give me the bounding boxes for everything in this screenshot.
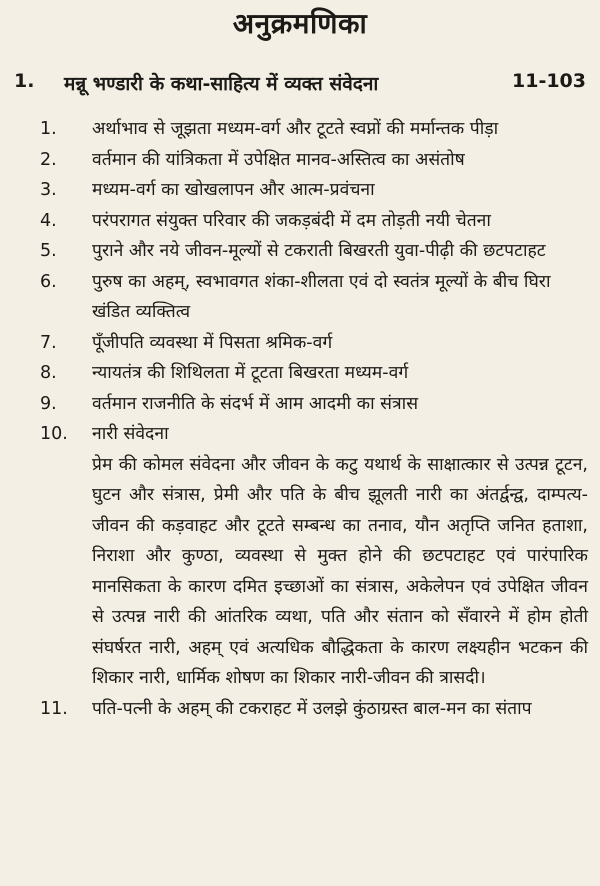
- list-item: [40, 175, 588, 206]
- item-text: नारी संवेदना: [92, 424, 169, 444]
- item-text: मध्यम-वर्ग का खोखलापन और आत्म-प्रवंचना: [92, 180, 375, 200]
- item-number: 7.: [40, 332, 57, 353]
- page-heading: अनुक्रमणिका: [232, 7, 368, 40]
- list-item: [40, 267, 588, 328]
- item-number: 9.: [40, 393, 57, 414]
- list-item: [40, 206, 588, 237]
- item-text: पुरुष का अहम्, स्वभावगत शंका-शीलता एवं दो स्वतंत्र मूल्यों के बीच घिरा खंडित व्यक्तित्व: [92, 271, 551, 322]
- list-item: [40, 358, 588, 389]
- item-text: पुराने और नये जीवन-मूल्यों से टकराती बिखरती युवा-पीढ़ी की छटपटाहट: [92, 241, 546, 261]
- list-item: [40, 145, 588, 176]
- item-text: पूँजीपति व्यवस्था में पिसता श्रमिक-वर्ग: [92, 332, 333, 353]
- item-number: 8.: [40, 363, 57, 383]
- list-item: [40, 114, 588, 145]
- item-number: 4.: [40, 210, 57, 231]
- list-item: [40, 694, 588, 725]
- item-text: वर्तमान राजनीति के संदर्भ में आम आदमी का संत्रास: [92, 393, 419, 414]
- item-text: पति-पत्नी के अहम् की टकराहट में उलझे कुंठाग्रस्त बाल-मन का संताप: [92, 698, 532, 719]
- item-text: अर्थाभाव से जूझता मध्यम-वर्ग और टूटते स्वप्नों की मर्मान्तक पीड़ा: [92, 119, 499, 139]
- item-number: 11.: [40, 698, 68, 719]
- item-number: 5.: [40, 241, 57, 261]
- list-item: [40, 419, 588, 694]
- list-item: [40, 236, 588, 267]
- item-paragraph: प्रेम की कोमल संवेदना और जीवन के कटु यथार्थ के साक्षात्कार से उत्पन्न टूटन, घुटन और संत्रास, प्रेमी और पति के बीच झूलती नारी का अंतर्द्वन्द्व, दाम्पत्य-जीवन की कड़वाहट और टूटते सम्बन्ध का तनाव, यौन अतृप्ति जनित हताशा, निराशा और कुण्ठा, व्यवस्था से मुक्त होने की छटपटाहट एवं पारंपारिक मानसिकता के कारण दमित इच्छाओं का संत्रास, अकेलेपन एवं उपेक्षित जीवन से उत्पन्न नारी की आंतरिक व्यथा, पति और संतान को सँवारने में होम होती संघर्षरत नारी, अहम् एवं अत्यधिक बौद्धिकता के कारण लक्ष्यहीन भटकन की शिकार नारी, धार्मिक शोषण का शिकार नारी-जीवन की त्रासदी।: [92, 454, 588, 688]
- list-item: [40, 389, 588, 420]
- item-body: [92, 419, 588, 694]
- subtopic-list: [40, 114, 588, 724]
- item-number: 1.: [40, 119, 57, 139]
- item-number: 10.: [40, 424, 68, 444]
- item-number: 3.: [40, 180, 57, 200]
- chapter-entry: [14, 70, 586, 96]
- item-text: वर्तमान की यांत्रिकता में उपेक्षित मानव-अस्तित्व का असंतोष: [92, 149, 465, 170]
- list-item: [40, 328, 588, 359]
- chapter-page-range: 11-103: [512, 70, 586, 92]
- item-text: न्यायतंत्र की शिथिलता में टूटता बिखरता मध्यम-वर्ग: [92, 363, 409, 383]
- item-number: 6.: [40, 271, 57, 292]
- item-text: परंपरागत संयुक्त परिवार की जकड़बंदी में दम तोड़ती नयी चेतना: [92, 210, 491, 231]
- chapter-number: 1.: [14, 70, 35, 92]
- item-number: 2.: [40, 149, 57, 170]
- chapter-title: मन्नू भण्डारी के कथा-साहित्य में व्यक्त संवेदना: [64, 73, 379, 95]
